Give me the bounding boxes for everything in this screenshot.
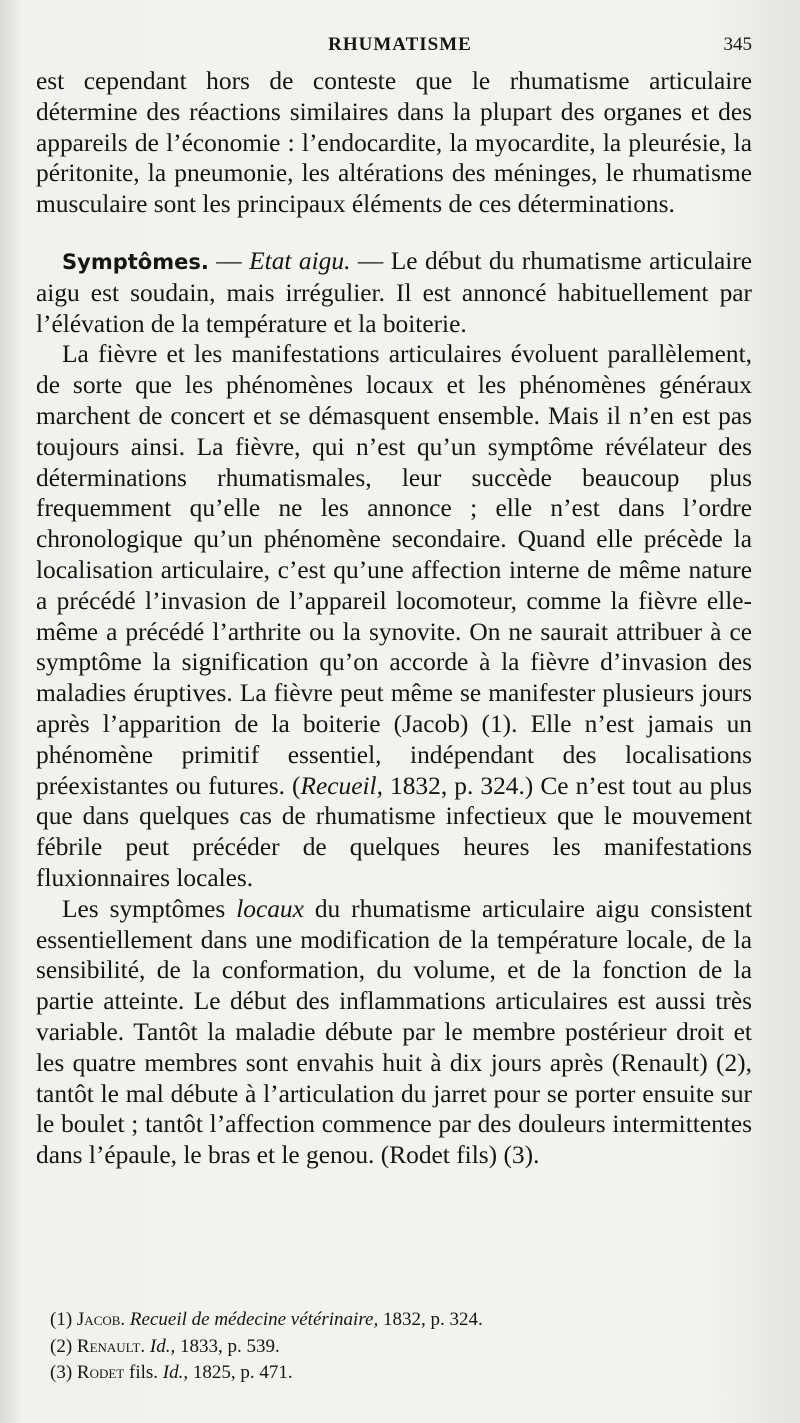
footnote-number: (1) bbox=[50, 1309, 77, 1330]
footnote-work: Recueil de médecine vétérinaire, bbox=[129, 1309, 379, 1330]
footnote-number: (3) bbox=[50, 1362, 77, 1383]
footnote-separator: fils. bbox=[124, 1362, 163, 1383]
footnote-separator: . bbox=[120, 1309, 130, 1330]
page-number: 345 bbox=[723, 34, 752, 55]
paragraph-3-end: 1832, p. 324.) Ce n’est tout au plus que dans quelques cas de rhumatisme infectieux que le mouvement fébrile peut précéder de quelques heures les manifestations fluxionnaires locales. bbox=[36, 771, 752, 892]
running-header bbox=[0, 34, 800, 60]
footnote-2 bbox=[50, 1334, 750, 1361]
footnote-1 bbox=[50, 1307, 750, 1334]
emphasis-locaux: locaux bbox=[236, 894, 304, 923]
paragraph-4-text: du rhumatisme articulaire aigu consistent essentiellement dans une modification de la température locale, de la sensibilité, de la conformation, du volume, et de la fonction de la partie atteinte. Le début des inflammations articulaires est aussi très variable. Tantôt la maladie débute par le membre postérieur droit et les quatre membres sont envahis huit à dix jours après (Renault) (2), tantôt le mal débute à l’articulation du jarret pour se porter ensuite sur le boulet ; tantôt l’affection commence par des douleurs intermittentes dans l’épaule, le bras et le genou. (Rodet fils) (3). bbox=[36, 894, 752, 1170]
paragraph-1: est cependant hors de conteste que le rhumatisme articulaire détermine des réactions similaires dans la plupart des organes et des appareils de l’économie : l’endocardite, la myocardite, la pleurésie, la péritonite, la pneumonie, les altérations des méninges, le rhumatisme musculaire sont les principaux éléments de ces déterminations. bbox=[36, 67, 752, 219]
paragraph-4 bbox=[36, 894, 752, 1171]
footnote-work: Id., bbox=[149, 1335, 176, 1357]
paragraph-symptomes bbox=[36, 246, 752, 339]
running-title: RHUMATISME bbox=[328, 34, 472, 55]
footnote-author: Rodet bbox=[76, 1362, 125, 1383]
body-text bbox=[36, 66, 752, 1171]
citation-title: Recueil, bbox=[300, 771, 383, 800]
footnote-author: Jacob bbox=[76, 1309, 121, 1330]
footnote-number: (2) bbox=[50, 1335, 77, 1357]
footnote-ref: 1825, p. 471. bbox=[188, 1362, 293, 1383]
paragraph-3 bbox=[36, 339, 752, 893]
footnote-author: Renault bbox=[76, 1335, 141, 1357]
paragraph-2-text: — Le début du rhumatisme articulaire aigu est soudain, mais irrégulier. Il est annoncé habituellement par l’élévation de la température et la boiterie. bbox=[36, 246, 752, 338]
footnote-separator: . bbox=[140, 1335, 150, 1357]
footnote-ref: 1833, p. 539. bbox=[175, 1335, 280, 1357]
footnotes bbox=[50, 1307, 750, 1387]
paragraph-3-text: La fièvre et les manifestations articulaires évoluent parallèlement, de sorte que les phénomènes locaux et les phénomènes généraux marchent de concert et se démasquent ensemble. Mais il n’en est pas toujours ainsi. La fièvre, qui n’est qu’un symptôme révélateur des déterminations rhumatismales, leur succède beaucoup plus frequemment qu’elle ne les annonce ; elle n’est dans l’ordre chronologique qu’un phénomène secondaire. Quand elle précède la localisation articulaire, c’est qu’une affection interne de même nature a précédé l’invasion de l’appareil locomoteur, comme la fièvre elle-même a précédé l’arthrite ou la synovite. On ne saurait attribuer à ce symptôme la signification qu’on accorde à la fièvre d’invasion des maladies éruptives. La fièvre peut même se manifester plusieurs jours après l’apparition de la boiterie (Jacob) (1). Elle n’est jamais un phénomène primitif essentiel, indépendant des localisations préexistantes ou futures. ( bbox=[36, 340, 752, 800]
heading-dash: — bbox=[208, 246, 250, 275]
footnote-ref: 1832, p. 324. bbox=[378, 1309, 483, 1330]
section-heading: Symptômes. bbox=[62, 249, 209, 274]
subsection-heading: Etat aigu. bbox=[249, 246, 351, 275]
paragraph-4-start: Les symptômes bbox=[62, 894, 237, 923]
footnote-work: Id., bbox=[162, 1362, 189, 1383]
footnote-3 bbox=[50, 1360, 750, 1387]
